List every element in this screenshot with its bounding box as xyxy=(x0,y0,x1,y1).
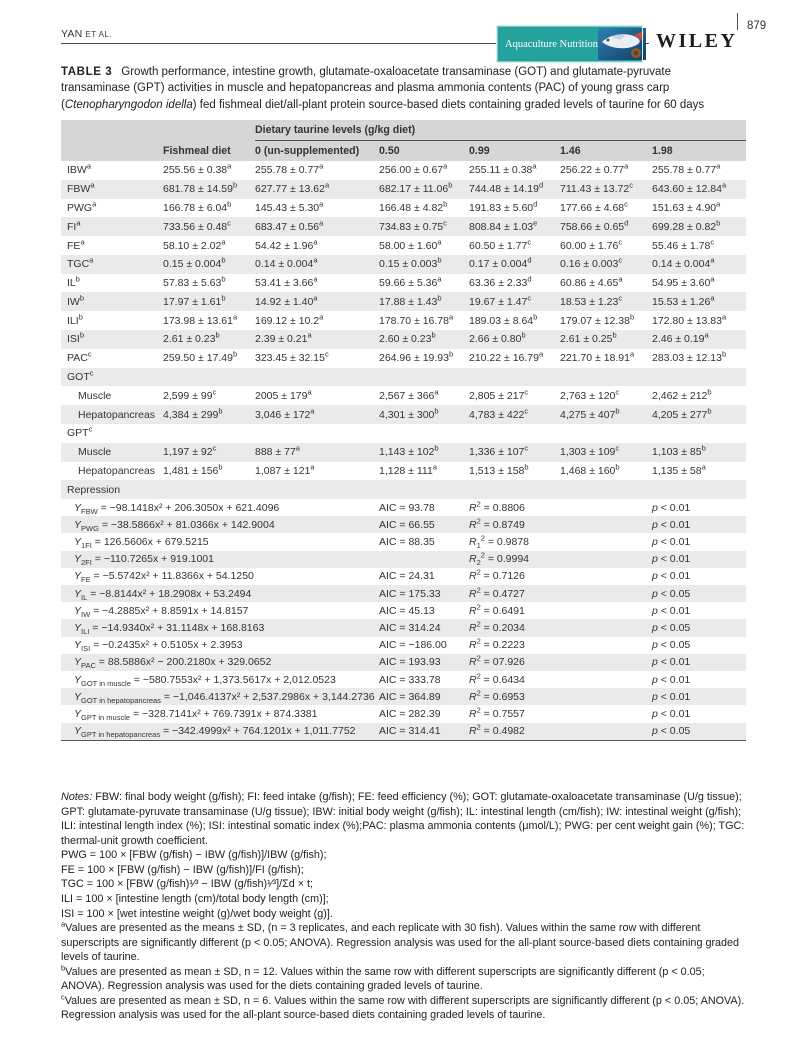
table-row xyxy=(61,480,746,499)
section-row-label: Repression xyxy=(67,483,121,496)
footnote-c: $^c$Values are presented as mean ± SD, n = 6. Values within the same row with different superscripts are significantly different (p < 0.05; ANOVA). Regression analysis was used for the all-plant source-based diets containing graded levels of taurine. xyxy=(61,992,745,1022)
section-row-label: GPT$^c$ xyxy=(67,424,93,440)
value-cell: 744.48 ± 14.19$^d$ xyxy=(469,180,544,196)
value-cell: 0.15 ± 0.004$^b$ xyxy=(163,255,226,271)
p-value-cell: p < 0.05 xyxy=(652,725,691,738)
aic-cell: AIC = 314.24 xyxy=(379,621,441,634)
value-cell: $1,087 \pm 121^a$ xyxy=(255,462,315,477)
notes-formula: FE = 100 × [FBW (g/fish) − IBW (g/fish)]/FI (g/fish); xyxy=(61,863,304,876)
table-row xyxy=(61,368,746,387)
value-cell: 177.66 ± 4.68$^c$ xyxy=(560,199,628,214)
r-squared-cell: $R^2 = 0.8806$ xyxy=(469,499,525,514)
value-cell: 169.12 ± 10.2$^a$ xyxy=(255,312,324,327)
aic-cell: AIC = 66.55 xyxy=(379,518,435,531)
value-cell: $2,567 \pm 366^a$ xyxy=(379,387,439,402)
table-row xyxy=(61,236,746,255)
value-cell: 681.78 ± 14.59$^b$ xyxy=(163,180,238,196)
table-row xyxy=(61,330,746,349)
value-cell: 151.63 ± 4.90$^a$ xyxy=(652,199,721,214)
value-cell: 14.92 ± 1.40$^a$ xyxy=(255,293,318,308)
regression-equation: $Y_{GOT in hepatopancreas} = -1,046.4137x^2 + 2,537.2986x + 3,144.2736$ xyxy=(74,690,375,705)
table-row xyxy=(61,533,746,550)
value-cell: 0.15 ± 0.003$^b$ xyxy=(379,255,442,271)
r-squared-cell: $R_1^2 = 0.9878$ xyxy=(469,533,530,551)
aic-cell: AIC = 282.39 xyxy=(379,707,441,720)
table-row xyxy=(61,274,746,293)
value-cell: 2.61 ± 0.25$^b$ xyxy=(560,330,617,346)
r-squared-cell: $R^2 = 0.6434$ xyxy=(469,671,525,686)
table-row xyxy=(61,654,746,671)
value-cell: 2.46 ± 0.19$^a$ xyxy=(652,330,709,346)
p-value-cell: p < 0.01 xyxy=(652,553,691,566)
row-label: $IL^b$ xyxy=(67,274,80,290)
r-squared-cell: $R^2 = 0.4982$ xyxy=(469,722,525,738)
table-span-header-row xyxy=(61,120,746,141)
table-row xyxy=(61,180,746,199)
value-cell: $4,275 \pm 407^b$ xyxy=(560,406,620,421)
value-cell: 711.43 ± 13.72$^c$ xyxy=(560,180,633,196)
aic-cell xyxy=(379,551,469,568)
regression-equation: $Y_{FE} = -5.5742x^2 + 11.8366x + 54.1250$ xyxy=(74,570,254,585)
value-cell: 145.43 ± 5.30$^a$ xyxy=(255,199,324,214)
section-row-label: GOT$^c$ xyxy=(67,368,94,383)
value-cell: 172.80 ± 13.83$^a$ xyxy=(652,312,727,327)
column-header-0: 0 (un-supplemented) xyxy=(255,141,379,162)
table-row xyxy=(61,462,746,481)
value-cell: $2,763 \pm 120^c$ xyxy=(560,387,620,402)
species-name: Ctenopharyngodon idella xyxy=(64,98,193,111)
table-row xyxy=(61,619,746,636)
value-cell: 734.83 ± 0.75$^c$ xyxy=(379,218,447,233)
column-header-blank xyxy=(61,141,163,162)
table-row xyxy=(61,292,746,311)
aic-cell: AIC = 45.13 xyxy=(379,604,435,617)
value-cell: $1,468 \pm 160^b$ xyxy=(560,462,620,477)
p-value-cell: p < 0.01 xyxy=(652,518,691,531)
value-cell: 283.03 ± 12.13$^b$ xyxy=(652,349,727,365)
table-row xyxy=(61,311,746,330)
row-label: ILI$^b$ xyxy=(67,312,83,327)
table-row xyxy=(61,688,746,705)
data-table-container xyxy=(61,120,746,741)
row-label: Muscle xyxy=(78,446,112,459)
value-cell: 259.50 ± 17.49$^b$ xyxy=(163,349,238,365)
value-cell: 221.70 ± 18.91$^a$ xyxy=(560,349,635,365)
publisher-logo: WILEY xyxy=(649,30,744,53)
column-header-050: 0.50 xyxy=(379,141,469,162)
value-cell: 0.14 ± 0.004$^a$ xyxy=(652,255,715,271)
value-cell: 0.16 ± 0.003$^c$ xyxy=(560,255,623,271)
notes-formula: ILI = 100 × [intestine length (cm)/total body length (cm)]; xyxy=(61,892,329,905)
column-header-fishmeal: Fishmeal diet xyxy=(163,141,255,162)
value-cell: $1,128 \pm 111^a$ xyxy=(379,462,438,477)
value-cell: $1,103 \pm 85^b$ xyxy=(652,443,706,459)
value-cell: 166.78 ± 6.04$^b$ xyxy=(163,199,232,214)
table-row xyxy=(61,585,746,602)
table-column-header-row xyxy=(61,141,746,162)
span-header: Dietary taurine levels (g/kg diet) xyxy=(255,120,746,141)
value-cell: 60.00 ± 1.76$^c$ xyxy=(560,237,623,252)
value-cell: $4,384 \pm 299^b$ xyxy=(163,406,223,421)
value-cell: $2,462 \pm 212^b$ xyxy=(652,387,712,402)
running-head xyxy=(61,28,112,40)
table-row xyxy=(61,499,746,516)
value-cell: 323.45 ± 32.15$^c$ xyxy=(255,349,329,365)
table-caption xyxy=(61,64,711,113)
value-cell: 2.66 ± 0.80$^b$ xyxy=(469,330,526,346)
journal-badge-title: Aquaculture Nutrition xyxy=(505,38,599,50)
value-cell: 63.36 ± 2.33$^d$ xyxy=(469,274,532,290)
value-cell: 53.41 ± 3.66$^a$ xyxy=(255,274,318,290)
value-cell: $1,481 \pm 156^b$ xyxy=(163,462,223,477)
table-row xyxy=(61,568,746,585)
regression-equation: $Y_{IL} = -8.8144x^2 + 18.2908x + 53.2494$ xyxy=(74,587,252,602)
value-cell: 19.67 ± 1.47$^c$ xyxy=(469,293,532,308)
regression-equation: $Y_{1FI} = 126.5606x + 679.5215$ xyxy=(74,536,209,551)
table-caption-label: TABLE 3 xyxy=(61,66,113,78)
running-head-authors: YAN xyxy=(61,28,83,40)
row-label: Muscle xyxy=(78,389,112,402)
p-value-cell: p < 0.01 xyxy=(652,707,691,720)
value-cell: $1,513 \pm 158^b$ xyxy=(469,462,529,477)
table-row xyxy=(61,199,746,218)
notes-formula: TGC = 100 × [FBW (g/fish)¹⁄³ − IBW (g/fish)¹⁄³]/Σd × t; xyxy=(61,878,314,891)
table-row xyxy=(61,405,746,424)
regression-equation: $Y_{GOT in muscle} = -580.7553x^2 + 1,373.5617x + 2,012.0523$ xyxy=(74,673,336,688)
value-cell: $4,205 \pm 277^b$ xyxy=(652,406,712,421)
journal-badge xyxy=(497,26,642,62)
row-label: TGC$^a$ xyxy=(67,255,94,271)
p-value-cell: p < 0.01 xyxy=(652,604,691,617)
p-value-cell: p < 0.01 xyxy=(652,690,691,703)
value-cell: 2.60 ± 0.23$^b$ xyxy=(379,330,436,346)
value-cell: 17.88 ± 1.43$^b$ xyxy=(379,293,442,308)
notes-formula: ISI = 100 × [wet intestine weight (g)/wet body weight (g)]. xyxy=(61,907,333,920)
aic-cell: AIC = 364.89 xyxy=(379,690,441,703)
r-squared-cell: $R^2 = 0.4727$ xyxy=(469,585,525,600)
value-cell: $2,805 \pm 217^c$ xyxy=(469,387,529,402)
value-cell: 17.97 ± 1.61$^b$ xyxy=(163,293,226,308)
value-cell: 15.53 ± 1.26$^a$ xyxy=(652,293,715,308)
table-row xyxy=(61,161,746,180)
table-row xyxy=(61,443,746,462)
aic-cell: AIC = 88.35 xyxy=(379,536,435,549)
r-squared-cell: $R^2 = 0.6491$ xyxy=(469,602,525,617)
aic-cell: AIC = 333.78 xyxy=(379,673,441,686)
value-cell: 255.56 ± 0.38$^a$ xyxy=(163,161,232,177)
value-cell: 733.56 ± 0.48$^c$ xyxy=(163,218,231,233)
value-cell: $4,301 \pm 300^b$ xyxy=(379,406,439,421)
table-row xyxy=(61,671,746,688)
table-corner-cell xyxy=(61,120,255,141)
table-body xyxy=(61,161,746,740)
table-caption-text: Growth performance, intestine growth, glutamate-oxaloacetate transaminase (GOT) and glutamate-pyruvate transaminase (GPT) activities in muscle and hepatopancreas and plasma ammonia contents (PAC) of young grass carp ( xyxy=(61,66,671,111)
regression-equation: $Y_{ISI} = -0.2435x^2 + 0.5105x + 2.3953$ xyxy=(74,639,243,654)
footnote-b: $^b$Values are presented as mean ± SD, n = 12. Values within the same row with different superscripts are significantly different (p < 0.05; ANOVA). Regression analysis was used for the diets containing graded levels of taurine. xyxy=(61,963,705,993)
row-label: $IW^b$ xyxy=(67,293,84,308)
row-label: ISI$^b$ xyxy=(67,330,85,346)
value-cell: 54.95 ± 3.60$^a$ xyxy=(652,274,715,290)
regression-equation: $Y_{PWG} = -38.5866x^2 + 81.0366x + 142.9004$ xyxy=(74,518,275,533)
value-cell: 60.50 ± 1.77$^c$ xyxy=(469,237,532,252)
row-label: PWG$^a$ xyxy=(67,199,97,214)
r-squared-cell: $R^2 = 0.7557$ xyxy=(469,705,525,720)
value-cell: 173.98 ± 13.61$^a$ xyxy=(163,312,238,327)
value-cell: $1,303 \pm 109^c$ xyxy=(560,443,620,459)
value-cell: $1,197 \pm 92^c$ xyxy=(163,443,217,459)
regression-equation: $Y_{FBW} = -98.1418x^2 + 206.3050x + 621.4096$ xyxy=(74,501,280,516)
row-label: Hepatopancreas xyxy=(78,464,156,477)
value-cell: 166.48 ± 4.82$^b$ xyxy=(379,199,448,214)
value-cell: 758.66 ± 0.65$^d$ xyxy=(560,218,629,233)
r-squared-cell: $R^2 = 0.6953$ xyxy=(469,688,525,703)
table-row xyxy=(61,349,746,368)
footnote-a: $^a$Values are presented as the means ± SD, (n = 3 replicates, and each replicate with 30 fish). Values within the same row with different superscripts are significantly different (p < 0.05; ANOVA). Regression analysis was used for the all-plant source-based diets containing graded levels of taurine. xyxy=(61,919,740,964)
r-squared-cell: $R^2 = 07.926$ xyxy=(469,653,525,669)
column-header-099: 0.99 xyxy=(469,141,560,162)
p-value-cell: p < 0.05 xyxy=(652,621,691,634)
aic-cell: AIC = 193.93 xyxy=(379,656,441,669)
p-value-cell: p < 0.01 xyxy=(652,570,691,583)
value-cell: 0.14 ± 0.004$^a$ xyxy=(255,255,318,271)
table-row xyxy=(61,723,746,741)
regression-equation: $Y_{ILI} = -14.9340x^2 + 31.1148x + 168.8163$ xyxy=(74,621,265,637)
aic-cell: AIC = 314.41 xyxy=(379,725,441,738)
regression-equation: $Y_{2FI} = -110.7265x + 919.1001$ xyxy=(74,553,214,568)
notes-formula: PWG = 100 × [FBW (g/fish) − IBW (g/fish)]/IBW (g/fish); xyxy=(61,849,327,862)
value-cell: $888 \pm 77^a$ xyxy=(255,443,300,459)
row-label: $FE^a$ xyxy=(67,237,85,252)
value-cell: 2.39 ± 0.21$^a$ xyxy=(255,330,312,346)
table-caption-text-end: ) fed fishmeal diet/all-plant protein source-based diets containing graded levels of taurine for 60 days xyxy=(192,98,705,111)
journal-cover-fish-image xyxy=(598,28,646,60)
p-value-cell: p < 0.05 xyxy=(652,639,691,652)
aic-cell: AIC = 24.31 xyxy=(379,570,435,583)
aic-cell: AIC = 93.78 xyxy=(379,501,435,514)
value-cell: 57.83 ± 5.63$^b$ xyxy=(163,274,226,290)
table-row xyxy=(61,424,746,443)
value-cell: 178.70 ± 16.78$^a$ xyxy=(379,312,454,327)
value-cell: 55.46 ± 1.78$^c$ xyxy=(652,237,715,252)
value-cell: 0.17 ± 0.004$^d$ xyxy=(469,255,532,271)
table-row xyxy=(61,386,746,405)
notes xyxy=(61,790,749,1023)
value-cell: 189.03 ± 8.64$^b$ xyxy=(469,312,538,327)
value-cell: 191.83 ± 5.60$^d$ xyxy=(469,199,538,214)
table-row xyxy=(61,602,746,619)
value-cell: 18.53 ± 1.23$^c$ xyxy=(560,293,623,308)
p-value-cell: p < 0.01 xyxy=(652,536,691,549)
table-row xyxy=(61,551,746,568)
row-label: $FI^a$ xyxy=(67,218,81,233)
data-table xyxy=(61,120,746,741)
p-value-cell: p < 0.01 xyxy=(652,656,691,669)
value-cell: 58.10 ± 2.02$^a$ xyxy=(163,237,226,252)
value-cell: 682.17 ± 11.06$^b$ xyxy=(379,180,453,196)
value-cell: $1,135 \pm 58^a$ xyxy=(652,462,706,477)
value-cell: $2005 \pm 179^a$ xyxy=(255,387,312,402)
regression-equation: $Y_{PAC} = 88.5886x^2 - 200.2180x + 329.0652$ xyxy=(74,656,272,671)
value-cell: 255.78 ± 0.77$^a$ xyxy=(652,161,721,177)
value-cell: 699.28 ± 0.82$^b$ xyxy=(652,218,721,233)
p-value-cell: p < 0.01 xyxy=(652,501,691,514)
row-label: FBW$^a$ xyxy=(67,180,95,196)
value-cell: 264.96 ± 19.93$^b$ xyxy=(379,349,454,365)
p-value-cell: p < 0.05 xyxy=(652,587,691,600)
regression-equation: $Y_{IW} = -4.2885x^2 + 8.8591x + 14.8157$ xyxy=(74,604,249,619)
value-cell: $3,046 \pm 172^a$ xyxy=(255,406,315,421)
value-cell: 643.60 ± 12.84$^a$ xyxy=(652,180,727,196)
value-cell: 255.11 ± 0.38$^a$ xyxy=(469,161,537,177)
page-number: 879 xyxy=(747,20,767,32)
running-head-etal: ET AL. xyxy=(85,30,112,39)
value-cell: 58.00 ± 1.60$^a$ xyxy=(379,237,442,252)
value-cell: 2.61 ± 0.23$^b$ xyxy=(163,330,220,346)
regression-equation: $Y_{GPT in hepatopancreas} = -342.4999x^2 + 764.1201x + 1,011.7752$ xyxy=(74,725,356,740)
value-cell: 256.00 ± 0.67$^a$ xyxy=(379,161,448,177)
notes-abbreviations: Notes: FBW: final body weight (g/fish); FI: feed intake (g/fish); FE: feed efficiency (%); GOT: glutamate-oxaloacetate transaminase (U/g tissue); GPT: glutamate-pyruvate transaminase (U/g tissue); IBW: initial body weight (g/fish); IL: intestinal length (cm/fish); IW: intestinal weight (g/fish); ILI: intestinal length index (%); ISI: intestinal somatic index (%);PAC: plasma ammonia contents (μmol/L); PWG: per cent weight gain (%); TGC: thermal-unit growth coefficient. xyxy=(61,791,745,847)
table-row xyxy=(61,637,746,654)
aic-cell: AIC = −186.00 xyxy=(379,639,447,652)
value-cell: 683.47 ± 0.56$^a$ xyxy=(255,218,324,233)
value-cell: 627.77 ± 13.62$^a$ xyxy=(255,180,330,196)
regression-equation: $Y_{GPT in muscle} = -328.7141x^2 + 769.7391x + 874.3381$ xyxy=(74,707,318,722)
value-cell: 54.42 ± 1.96$^a$ xyxy=(255,237,318,252)
p-value-cell: p < 0.01 xyxy=(652,673,691,686)
table-row xyxy=(61,255,746,274)
r-squared-cell: $R_2^2 = 0.9994$ xyxy=(469,550,530,568)
column-header-146: 1.46 xyxy=(560,141,652,162)
aic-cell: AIC = 175.33 xyxy=(379,587,441,600)
r-squared-cell: $R^2 = 0.8749$ xyxy=(469,516,525,531)
table-row xyxy=(61,516,746,533)
r-squared-cell: $R^2 = 0.2034$ xyxy=(469,619,525,634)
value-cell: 60.86 ± 4.65$^a$ xyxy=(560,274,623,290)
row-label: Hepatopancreas xyxy=(78,408,156,421)
row-label: IBW$^a$ xyxy=(67,161,92,177)
r-squared-cell: $R^2 = 0.7126$ xyxy=(469,567,525,583)
row-label: PAC$^c$ xyxy=(67,349,92,365)
column-header-198: 1.98 xyxy=(652,141,746,162)
value-cell: 808.84 ± 1.03$^e$ xyxy=(469,218,538,233)
value-cell: $1,336 \pm 107^c$ xyxy=(469,443,529,459)
value-cell: 59.66 ± 5.36$^a$ xyxy=(379,274,442,290)
table-row xyxy=(61,217,746,236)
value-cell: 255.78 ± 0.77$^a$ xyxy=(255,161,324,177)
value-cell: $1,143 \pm 102^b$ xyxy=(379,443,439,459)
value-cell: $2,599 \pm 99^c$ xyxy=(163,387,217,402)
table-row xyxy=(61,705,746,722)
r-squared-cell: $R^2 = 0.2223$ xyxy=(469,636,525,652)
value-cell: $4,783 \pm 422^c$ xyxy=(469,406,529,421)
value-cell: 179.07 ± 12.38$^b$ xyxy=(560,312,635,327)
value-cell: 256.22 ± 0.77$^a$ xyxy=(560,161,629,177)
value-cell: 210.22 ± 16.79$^a$ xyxy=(469,349,544,365)
